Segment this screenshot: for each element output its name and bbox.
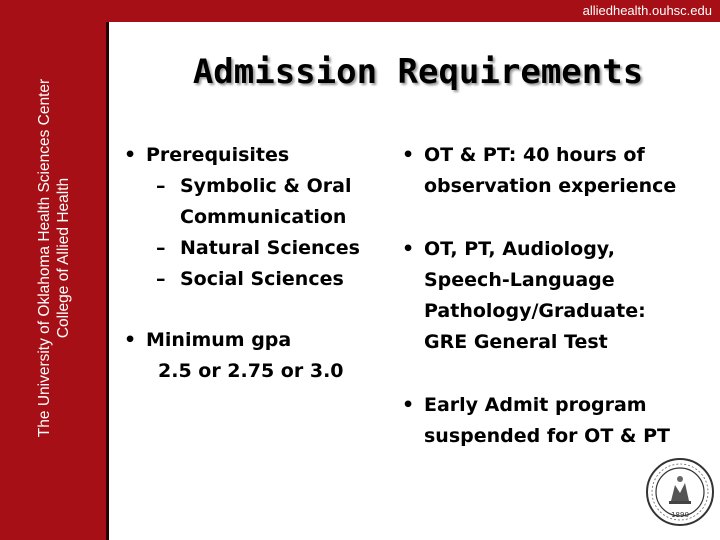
dash-marker: – — [156, 268, 166, 290]
bullet-minimum-gpa — [118, 325, 380, 356]
sidebar-divider — [106, 22, 109, 540]
dash-marker: – — [156, 237, 166, 259]
bullet-dot: • — [124, 329, 137, 351]
seal-year: 1890 — [671, 511, 689, 519]
bullet-line: observation experience — [424, 175, 677, 197]
sub-item-communication — [118, 202, 380, 233]
sub-item-label: Communication — [180, 206, 347, 228]
sub-item-label: Social Sciences — [180, 268, 344, 290]
sidebar — [0, 0, 108, 540]
bullet-line: GRE General Test — [424, 331, 608, 353]
bullet-observation — [396, 140, 706, 171]
dash-marker: – — [156, 175, 166, 197]
bullet-line: suspended for OT & PT — [424, 425, 670, 447]
sub-item-symbolic-oral — [118, 171, 380, 202]
sidebar-institution-text — [35, 79, 73, 437]
left-column — [118, 140, 380, 387]
sub-item-social-sciences — [118, 264, 380, 295]
slide-title: Admission Requirements — [192, 52, 644, 92]
right-column — [396, 140, 706, 452]
bullet-line: Early Admit program — [424, 394, 647, 416]
bullet-line: OT, PT, Audiology, — [424, 238, 615, 260]
top-bar — [0, 0, 720, 22]
sidebar-line-university: The University of Oklahoma Health Sciences Center — [36, 78, 53, 438]
bullet-dot: • — [402, 144, 415, 166]
sub-item-natural-sciences — [118, 233, 380, 264]
bullet-line: Speech-Language — [424, 269, 615, 291]
bullet-gre — [396, 234, 706, 265]
bullet-dot: • — [402, 394, 415, 416]
bullet-line: Pathology/Graduate: — [424, 300, 646, 322]
prerequisites-label: Prerequisites — [146, 144, 290, 166]
gpa-value: 2.5 or 2.75 or 3.0 — [158, 360, 344, 382]
bullet-prerequisites — [118, 140, 380, 171]
site-url: alliedhealth.ouhsc.edu — [582, 3, 712, 18]
bullet-early-admit — [396, 390, 706, 421]
bullet-dot: • — [402, 238, 415, 260]
bullet-dot: • — [124, 144, 137, 166]
sub-item-label: Natural Sciences — [180, 237, 360, 259]
gpa-label: Minimum gpa — [146, 329, 292, 351]
sub-item-label: Symbolic & Oral — [180, 175, 352, 197]
bullet-line: OT & PT: 40 hours of — [424, 144, 645, 166]
sidebar-line-college: College of Allied Health — [55, 177, 72, 339]
university-seal-icon — [645, 457, 715, 527]
